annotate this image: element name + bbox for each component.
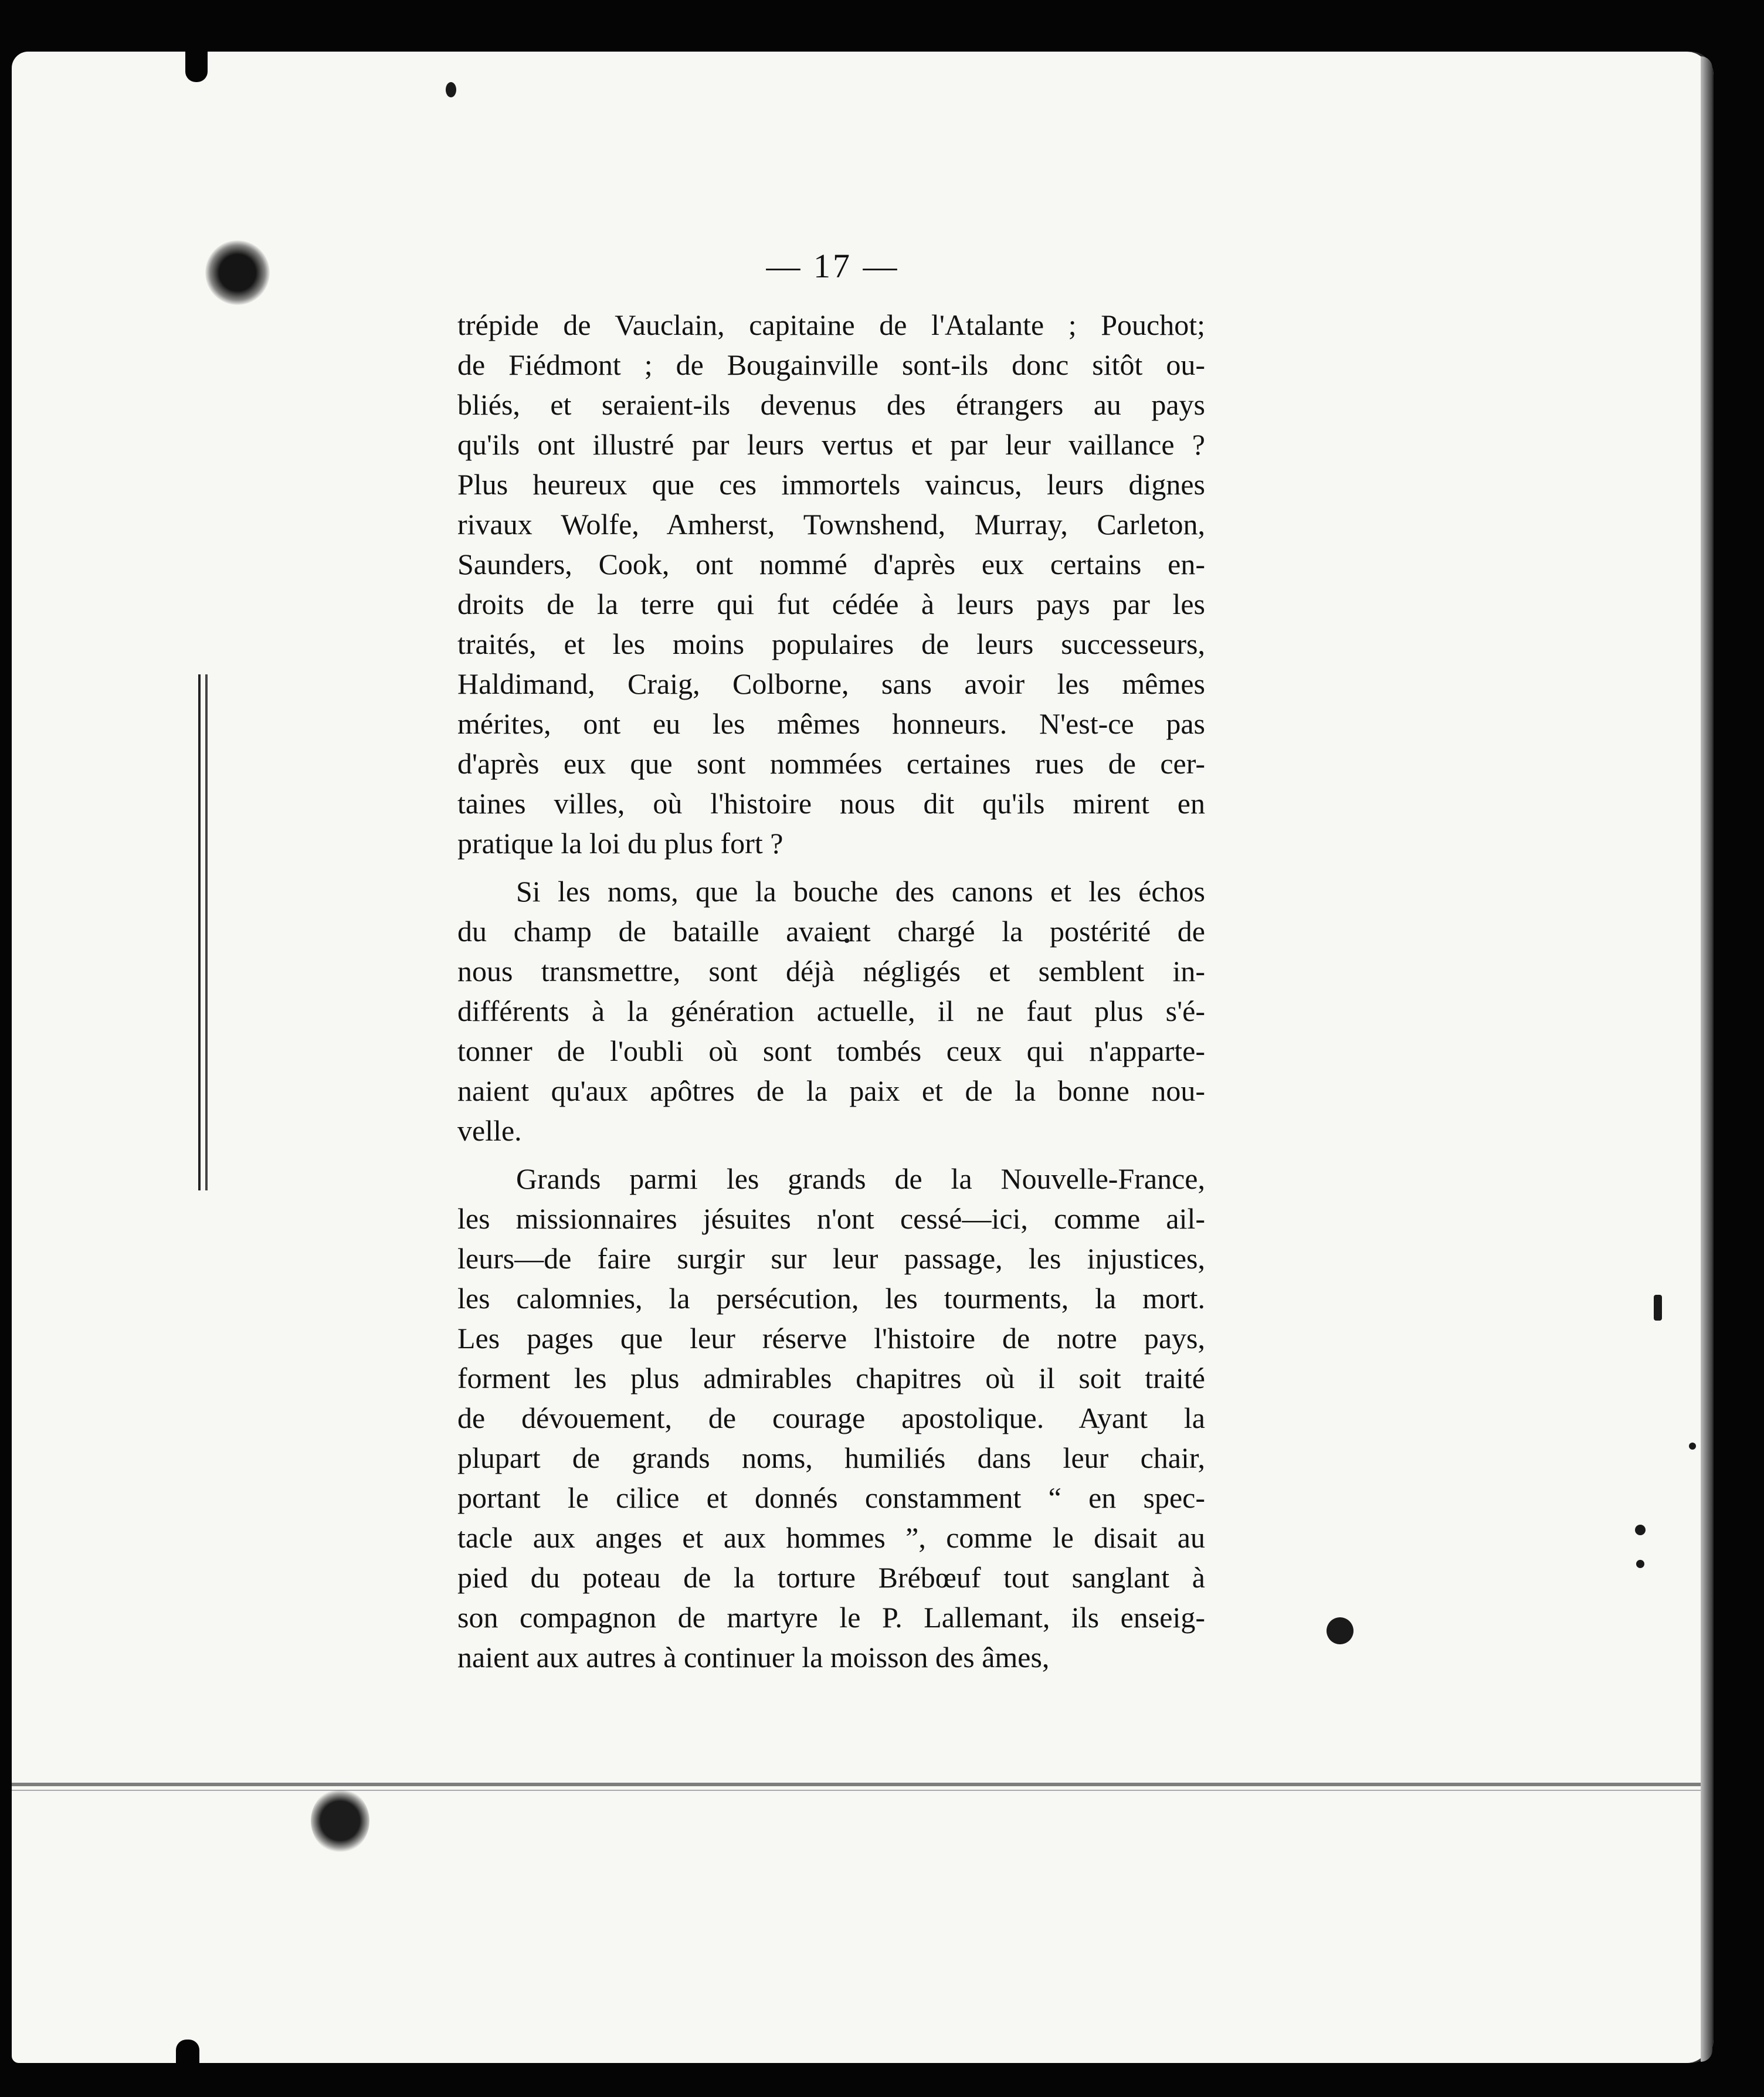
text-line: tonner de l'oubli où sont tombés ceux qui n'apparte- xyxy=(457,1034,1205,1067)
text-line: de dévouement, de courage apostolique. Ayant la xyxy=(457,1402,1205,1434)
text-line: trépide de Vauclain, capitaine de l'Atalante ; Pouchot; xyxy=(457,308,1205,341)
text-line: mérites, ont eu les mêmes honneurs. N'est-ce pas xyxy=(457,707,1205,740)
binding-notch-top xyxy=(185,47,208,82)
text-line: naient qu'aux apôtres de la paix et de la bonne nou- xyxy=(457,1074,1205,1107)
ink-speck xyxy=(1654,1295,1662,1321)
text-line: les missionnaires jésuites n'ont cessé—ici, comme ail- xyxy=(457,1202,1205,1235)
text-line: leurs—de faire surgir sur leur passage, les injustices, xyxy=(457,1242,1205,1275)
page-number: — 17 — xyxy=(766,247,900,285)
ink-speck xyxy=(1689,1443,1696,1450)
text-line: pied du poteau de la torture Brébœuf tout sanglant à xyxy=(457,1561,1205,1594)
text-line: du champ de bataille avaient chargé la postérité de xyxy=(457,915,1205,948)
text-line: Les pages que leur réserve l'histoire de notre pays, xyxy=(457,1322,1205,1355)
text-line: portant le cilice et donnés constamment “ en spec- xyxy=(457,1481,1205,1514)
text-line: droits de la terre qui fut cédée à leurs pays par les xyxy=(457,588,1205,620)
fold-line xyxy=(12,1783,1701,1786)
ink-speck xyxy=(1635,1525,1646,1535)
fold-line-secondary xyxy=(12,1790,1701,1791)
text-line: différents à la génération actuelle, il ne faut plus s'é- xyxy=(457,995,1205,1027)
ink-stain xyxy=(205,240,270,305)
text-line: velle. xyxy=(457,1114,522,1147)
margin-rule xyxy=(198,674,208,1190)
ink-stain xyxy=(1327,1617,1353,1644)
binding-notch-bottom xyxy=(176,2040,199,2075)
paragraph xyxy=(457,1159,1205,1677)
text-line: Saunders, Cook, ont nommé d'après eux certains en- xyxy=(457,548,1205,581)
paragraph-gap xyxy=(457,863,1205,871)
page-edge xyxy=(1701,56,1712,2062)
ink-stain xyxy=(311,1789,369,1853)
text-line: Plus heureux que ces immortels vaincus, leurs dignes xyxy=(457,468,1205,501)
text-line: bliés, et seraient-ils devenus des étrangers au pays xyxy=(457,388,1205,421)
text-line: son compagnon de martyre le P. Lallemant, ils enseig- xyxy=(457,1601,1205,1634)
text-line: naient aux autres à continuer la moisson des âmes, xyxy=(457,1641,1050,1674)
paragraph xyxy=(457,305,1205,863)
text-line: forment les plus admirables chapitres où il soit traité xyxy=(457,1362,1205,1394)
ink-speck xyxy=(1636,1560,1644,1568)
text-line: nous transmettre, sont déjà négligés et semblent in- xyxy=(457,955,1205,988)
text-line: qu'ils ont illustré par leurs vertus et par leur vaillance ? xyxy=(457,428,1205,461)
text-line: Si les noms, que la bouche des canons et les échos xyxy=(516,875,1205,908)
text-line: d'après eux que sont nommées certaines rues de cer- xyxy=(457,747,1205,780)
text-line: tacle aux anges et aux hommes ”, comme le disait au xyxy=(457,1521,1205,1554)
paragraph-gap xyxy=(457,1151,1205,1159)
text-line: Grands parmi les grands de la Nouvelle-France, xyxy=(516,1162,1205,1195)
text-line: les calomnies, la persécution, les tourments, la mort. xyxy=(457,1282,1205,1315)
text-line: rivaux Wolfe, Amherst, Townshend, Murray, Carleton, xyxy=(457,508,1205,541)
body-text xyxy=(457,305,1205,1677)
paragraph xyxy=(457,871,1205,1151)
text-line: traités, et les moins populaires de leurs successeurs, xyxy=(457,627,1205,660)
text-line: plupart de grands noms, humiliés dans leur chair, xyxy=(457,1441,1205,1474)
text-line: taines villes, où l'histoire nous dit qu'ils mirent en xyxy=(457,787,1205,820)
text-line: pratique la loi du plus fort ? xyxy=(457,827,783,860)
text-line: de Fiédmont ; de Bougainville sont-ils donc sitôt ou- xyxy=(457,348,1205,381)
text-line: Haldimand, Craig, Colborne, sans avoir les mêmes xyxy=(457,667,1205,700)
ink-speck xyxy=(446,82,456,97)
